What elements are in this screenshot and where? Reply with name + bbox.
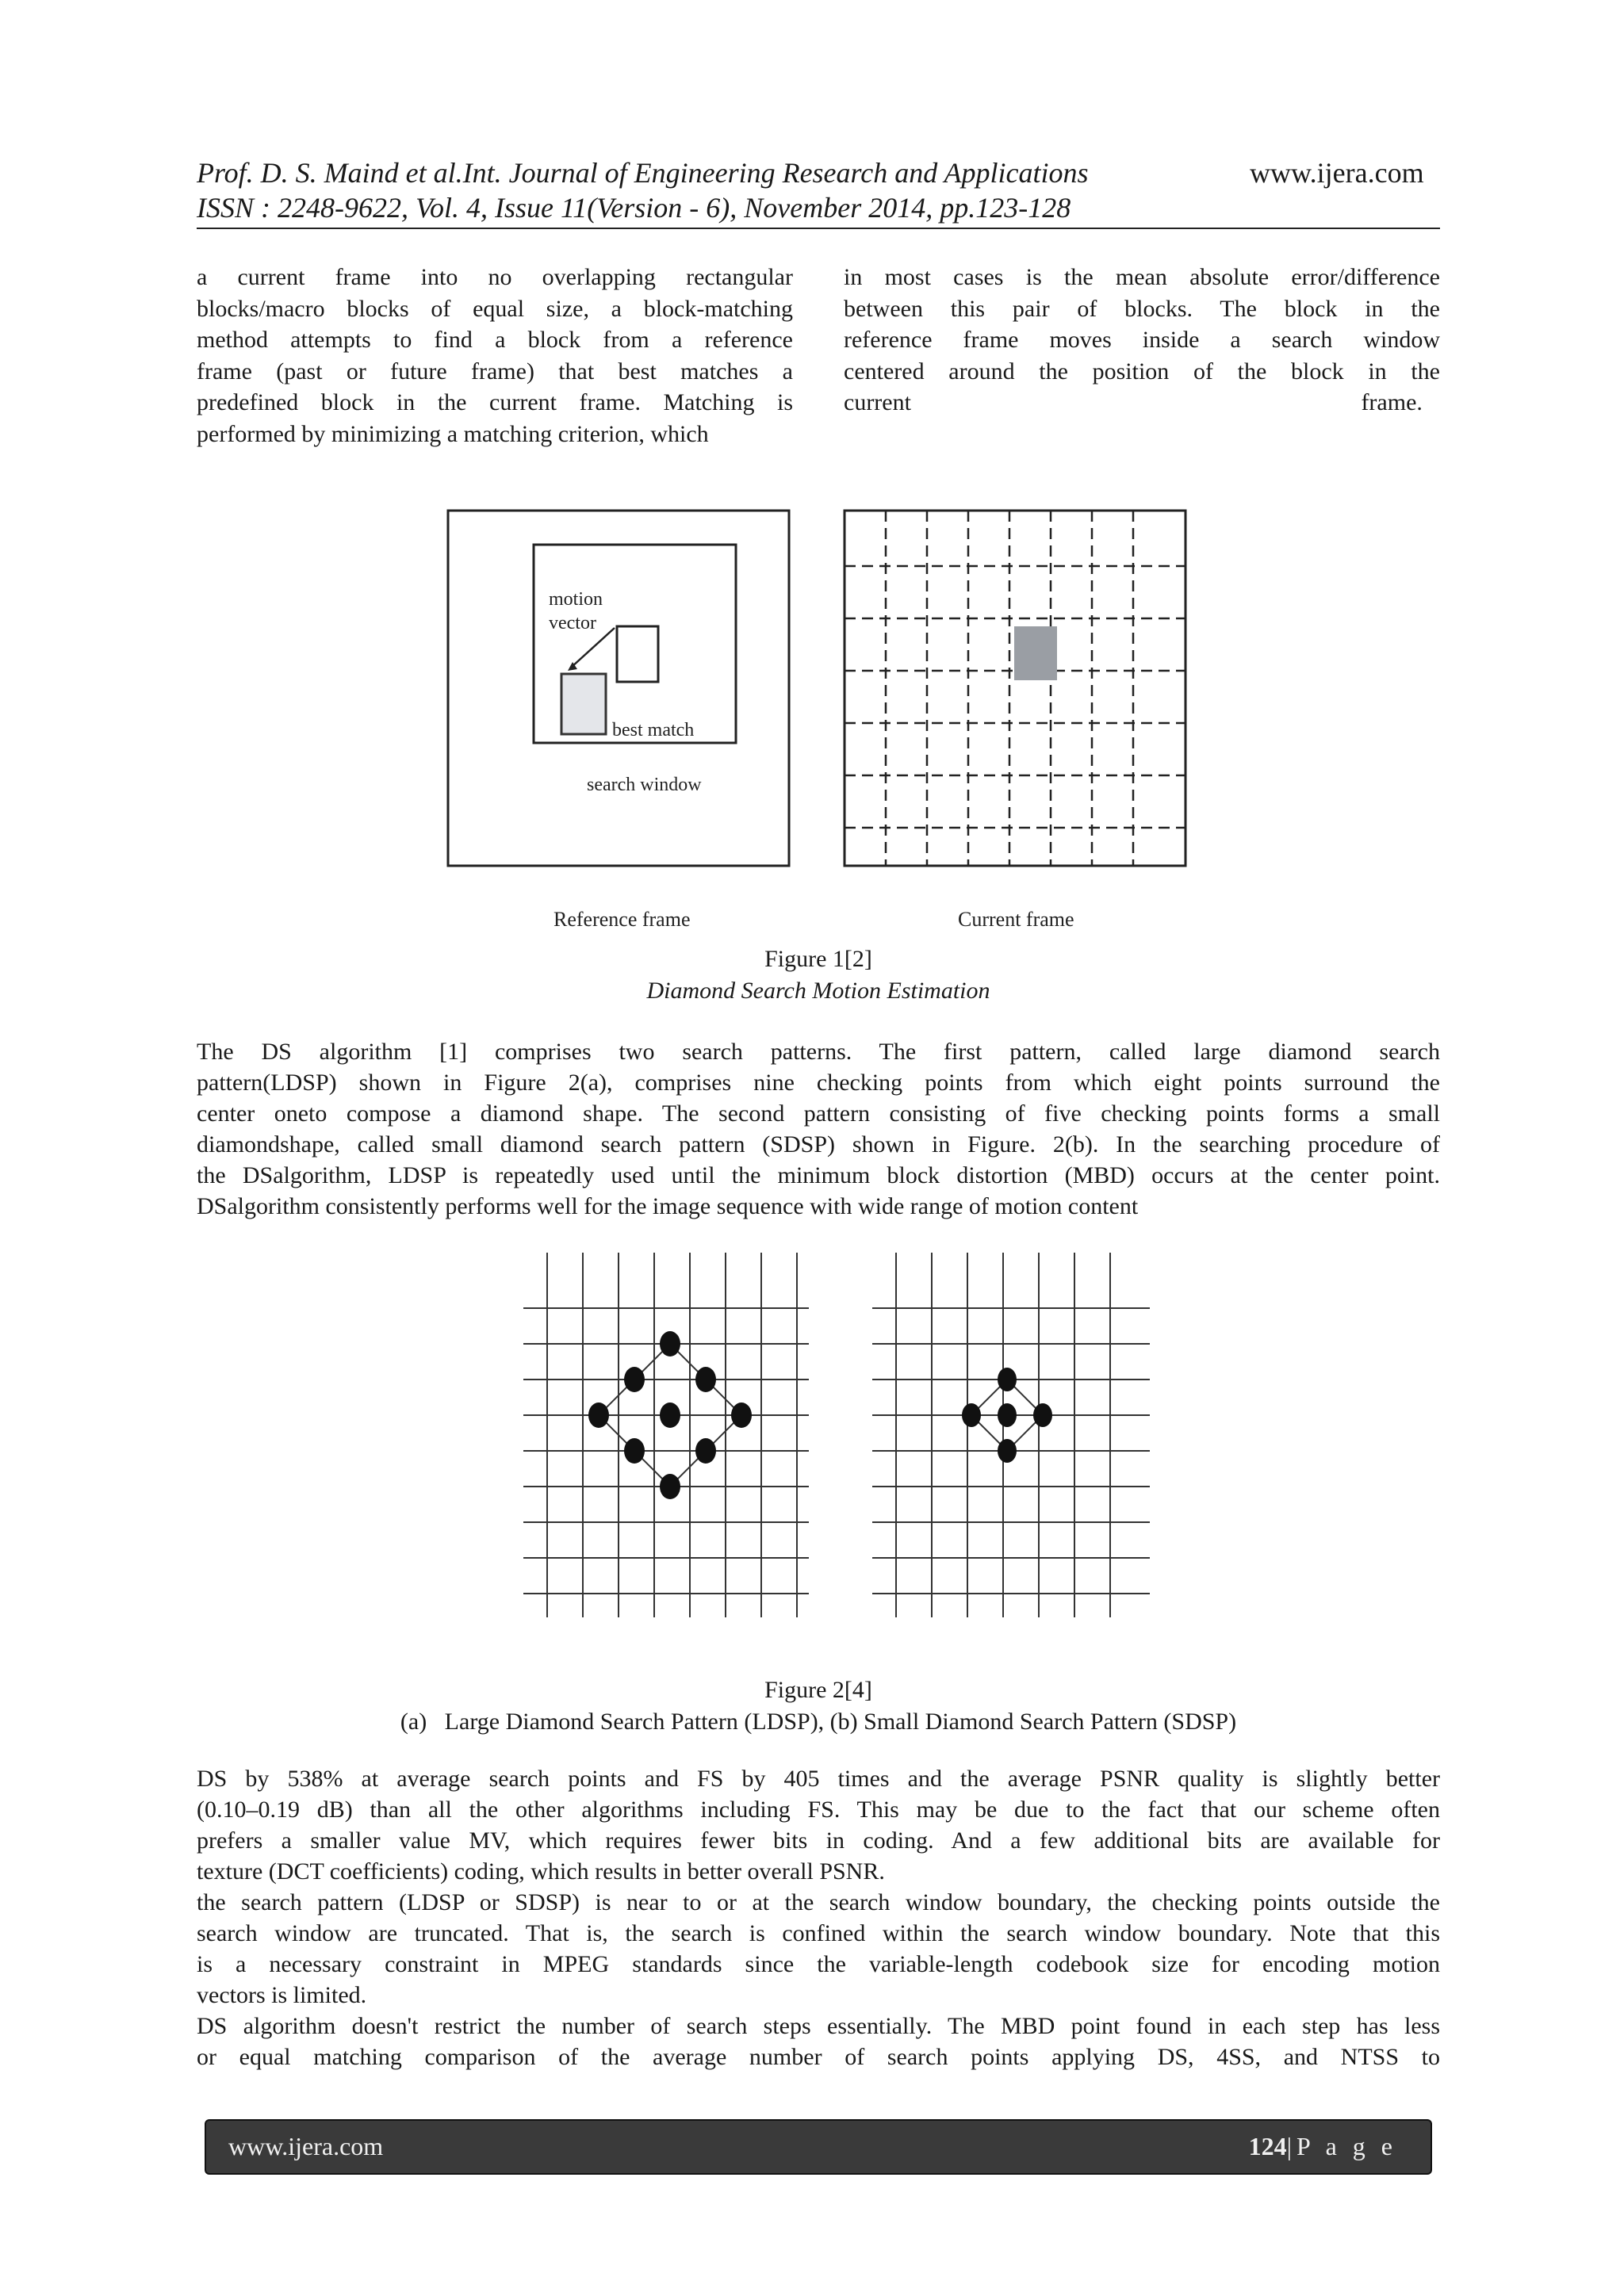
motion-label-1: motion: [549, 589, 603, 610]
best-match-label: best match: [612, 720, 695, 740]
text-line: The DS algorithm [1] comprises two search patterns. The first pattern, called large diamond search: [197, 1039, 1440, 1065]
sdsp-point: [962, 1403, 981, 1427]
text-line: reference frame moves inside a search window: [844, 327, 1440, 353]
sdsp-pattern: [872, 1253, 1150, 1617]
text-line: a current frame into no overlapping rectangular: [197, 264, 793, 290]
text-line: texture (DCT coefficients) coding, which results in better overall PSNR.: [197, 1858, 885, 1885]
text-line: is a necessary constraint in MPEG standards since the variable-length codebook size for encoding motion: [197, 1951, 1440, 1977]
page-word: |P a g e: [1286, 2132, 1397, 2160]
text-line: centered around the position of the block in the: [844, 358, 1440, 385]
steps-paragraph: [197, 2011, 1440, 2072]
figure1-diagram: [444, 499, 1197, 943]
page-footer: [205, 2119, 1432, 2175]
header-rule: [197, 228, 1440, 229]
text-line: the DSalgorithm, LDSP is repeatedly used until the minimum block distortion (MBD) occurs at the center point.: [197, 1162, 1440, 1188]
text-line: blocks/macro blocks of equal size, a block-matching: [197, 295, 793, 322]
figure2-diagram: [523, 1253, 1158, 1633]
reference-frame-label: Reference frame: [553, 908, 691, 931]
best-match-block: [561, 674, 606, 734]
running-header-line1: Prof. D. S. Maind et al.Int. Journal of Engineering Research and Applications: [197, 157, 1089, 189]
current-block-filled: [1014, 626, 1057, 680]
text-line: (0.10–0.19 dB) than all the other algorithms including FS. This may be due to the fact that our scheme often: [197, 1797, 1440, 1823]
sdsp-point: [1033, 1403, 1052, 1427]
text-line: current frame.: [844, 389, 1423, 415]
text-line: predefined block in the current frame. Matching is: [197, 389, 793, 415]
ldsp-center-point: [660, 1402, 680, 1428]
intro-right-column: [844, 262, 1440, 419]
ldsp-point: [660, 1331, 680, 1357]
page-number-value: 124: [1248, 2132, 1287, 2160]
current-frame-panel: [845, 511, 1185, 931]
ldsp-point: [624, 1367, 645, 1392]
motion-label-2: vector: [549, 613, 596, 633]
text-line: center oneto compose a diamond shape. The second pattern consisting of five checking points forms a small: [197, 1100, 1440, 1127]
text-line: prefers a smaller value MV, which requires fewer bits in coding. And a few additional bits are available for: [197, 1827, 1440, 1854]
text-line: in most cases is the mean absolute error/difference: [844, 264, 1440, 290]
text-line: or equal matching comparison of the average number of search points applying DS, 4SS, and NTSS to: [197, 2044, 1440, 2070]
text-line: the search pattern (LDSP or SDSP) is near to or at the search window boundary, the checking points outside the: [197, 1889, 1440, 1915]
page-number: [1249, 2132, 1397, 2161]
results-paragraph: [197, 1763, 1440, 1887]
ldsp-point: [624, 1438, 645, 1464]
current-block-box: [617, 626, 658, 682]
text-line: DSalgorithm consistently performs well for the image sequence with wide range of motion content: [197, 1193, 1139, 1219]
ldsp-point: [660, 1474, 680, 1499]
sdsp-point: [998, 1439, 1017, 1463]
header-url[interactable]: www.ijera.com: [1250, 157, 1424, 189]
reference-frame-panel: [448, 511, 789, 931]
text-line: method attempts to find a block from a reference: [197, 327, 793, 353]
search-window-label: search window: [587, 775, 702, 795]
ldsp-point: [731, 1402, 752, 1428]
running-header-line2: ISSN : 2248-9622, Vol. 4, Issue 11(Version - 6), November 2014, pp.123-128: [197, 192, 1071, 224]
motion-vector-line: [571, 628, 615, 668]
text-line: search window are truncated. That is, the search is confined within the search window boundary. Note that this: [197, 1920, 1440, 1946]
intro-left-column: [197, 262, 793, 450]
ds-algorithm-paragraph: [197, 1036, 1440, 1222]
figure1-caption-title: Figure 1[2]: [764, 946, 872, 972]
text-line: DS by 538% at average search points and FS by 405 times and the average PSNR quality is slightly better: [197, 1766, 1440, 1792]
text-line: diamondshape, called small diamond search pattern (SDSP) shown in Figure. 2(b). In the searching procedure of: [197, 1131, 1440, 1158]
ldsp-point: [695, 1367, 716, 1392]
text-line: between this pair of blocks. The block in the: [844, 295, 1440, 322]
footer-url[interactable]: www.ijera.com: [228, 2132, 384, 2160]
sdsp-center-point: [998, 1403, 1017, 1427]
figure2-caption-title: Figure 2[4]: [764, 1677, 872, 1703]
figure1-caption-subtitle: Diamond Search Motion Estimation: [646, 978, 990, 1004]
ldsp-point: [695, 1438, 716, 1464]
figure2-caption-subtitle: (a) Large Diamond Search Pattern (LDSP), (b) Small Diamond Search Pattern (SDSP): [400, 1709, 1237, 1735]
text-line: pattern(LDSP) shown in Figure 2(a), comprises nine checking points from which eight points surround the: [197, 1070, 1440, 1096]
ldsp-pattern: [523, 1253, 809, 1617]
sdsp-point: [998, 1368, 1017, 1391]
text-line: frame (past or future frame) that best matches a: [197, 358, 793, 385]
text-line: performed by minimizing a matching criterion, which: [197, 420, 709, 447]
current-frame-label: Current frame: [958, 908, 1074, 931]
text-line: DS algorithm doesn't restrict the number of search steps essentially. The MBD point found in each step has less: [197, 2013, 1440, 2039]
ldsp-point: [588, 1402, 609, 1428]
boundary-paragraph: [197, 1887, 1440, 2011]
text-line: vectors is limited.: [197, 1982, 367, 2008]
